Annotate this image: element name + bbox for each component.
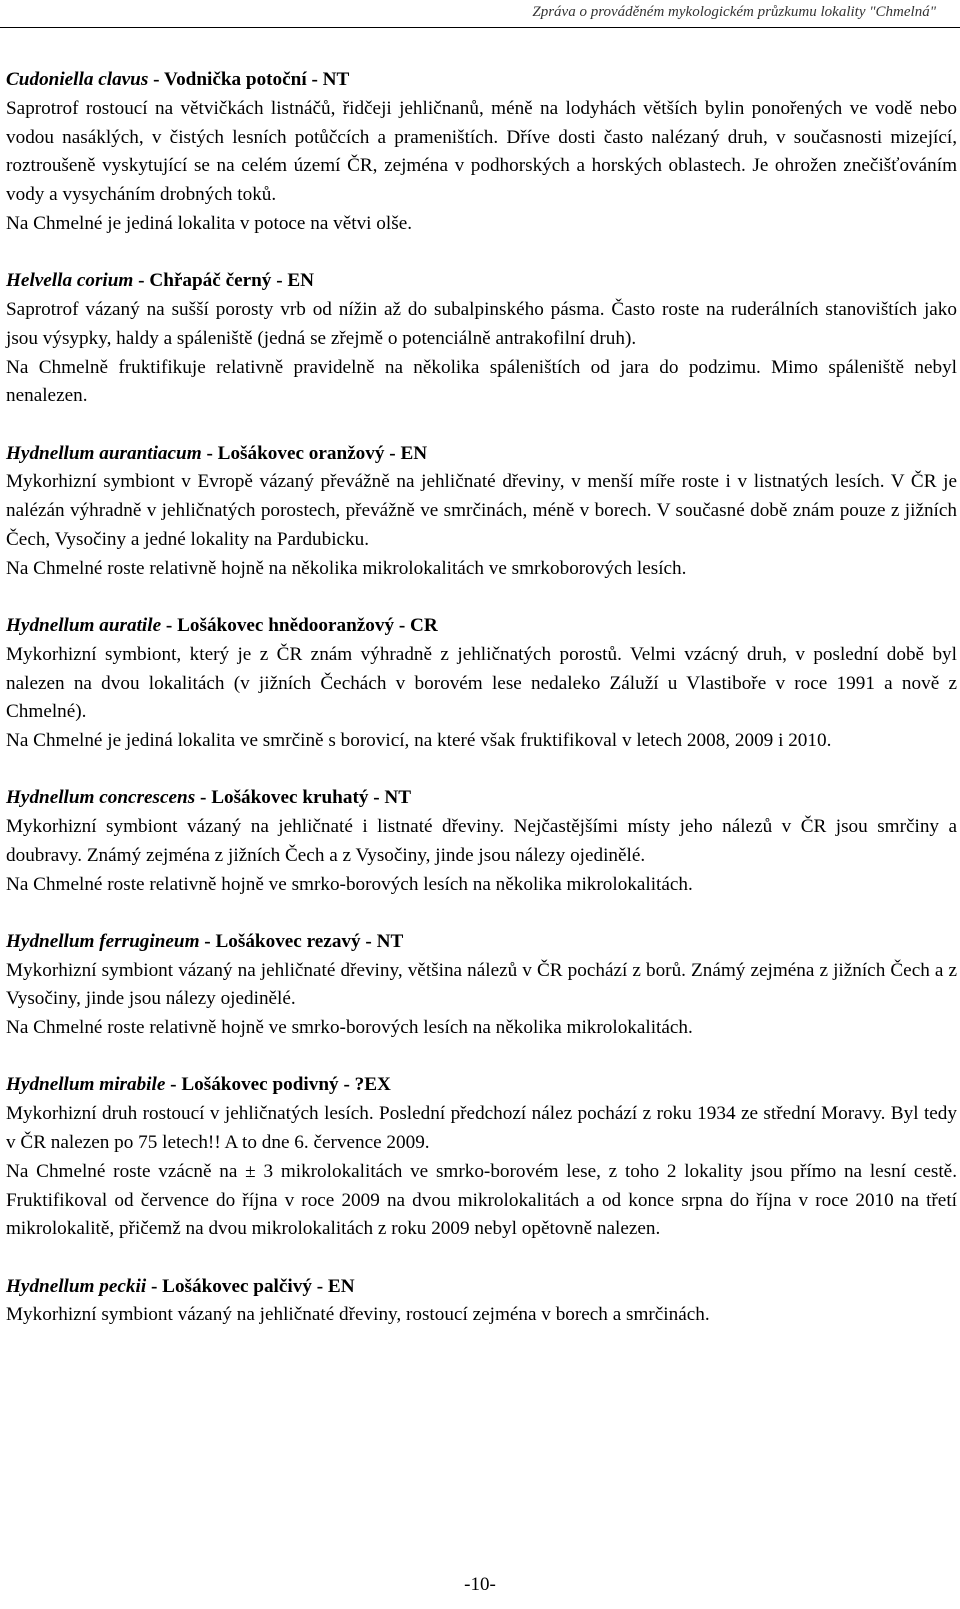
species-paragraph: Mykorhizní symbiont vázaný na jehličnaté dřeviny, většina nálezů v ČR pochází z borů. Známý zejména z jižních Čech a z Vysočiny, jinde jsou nálezy ojedinělé. xyxy=(6,959,957,1010)
running-header: Zpráva o prováděném mykologickém průzkumu lokality "Chmelná" xyxy=(532,4,936,20)
species-paragraph: Mykorhizní symbiont, který je z ČR znám výhradně z jehličnatých porostů. Velmi vzácný druh, v poslední době byl nalezen na dvou lokalitách (v jižních Čechách v borovém lese nedaleko Záluží u Vlastiboře v roce 1991 a nově z Chmelné). xyxy=(6,643,957,723)
species-title xyxy=(6,440,957,469)
latin-name: Hydnellum auratile xyxy=(6,614,162,636)
czech-name: Vodnička potoční xyxy=(163,69,307,90)
species-title xyxy=(6,928,957,957)
title-separator: - xyxy=(201,442,218,464)
document-body xyxy=(6,66,957,1330)
latin-name: Cudoniella clavus xyxy=(6,69,149,90)
czech-name: Lošákovec podivný xyxy=(181,1074,339,1096)
species-paragraph: Saprotrof vázaný na sušší porosty vrb od nížin až do subalpinského pásma. Často roste na ruderálních stanovištích jako jsou výsypky, haldy a spáleniště (jedná se zřejmě o potenciálně antrakofilní druh). xyxy=(6,298,957,349)
species-title xyxy=(6,612,957,641)
title-separator: - xyxy=(161,614,178,636)
species-paragraph: Mykorhizní symbiont vázaný na jehličnaté dřeviny, rostoucí zejména v borech a smrčinách. xyxy=(6,1304,710,1326)
species-entry xyxy=(6,267,957,411)
species-paragraph: Mykorhizní symbiont vázaný na jehličnaté i listnaté dřeviny. Nejčastějšími místy jeho nálezů v ČR jsou smrčiny a doubravy. Známý zejména z jižních Čech a z Vysočiny, jinde jsou nálezy ojedinělé. xyxy=(6,816,957,866)
species-paragraph: Na Chmelně fruktifikuje relativně pravidelně na několika spáleništích od jara do podzimu. Mimo spáleniště nebyl nenalezen. xyxy=(6,356,957,407)
species-entry xyxy=(6,66,957,239)
latin-name: Hydnellum peckii xyxy=(6,1275,147,1297)
species-paragraph: Mykorhizní druh rostoucí v jehličnatých lesích. Poslední předchozí nález pochází z roku 1934 ze střední Moravy. Byl tedy v ČR nalezen po 75 letech!! A to dne 6. července 2009. xyxy=(6,1103,957,1154)
czech-name: Lošákovec oranžový xyxy=(217,442,385,464)
species-entry xyxy=(6,1273,957,1331)
threat-status: - NT xyxy=(360,930,404,952)
species-entry xyxy=(6,1071,957,1244)
latin-name: Hydnellum mirabile xyxy=(6,1074,166,1096)
page-number: -10- xyxy=(464,1574,496,1595)
species-title xyxy=(6,1071,957,1100)
czech-name: Lošákovec rezavý xyxy=(215,930,361,952)
czech-name: Lošákovec kruhatý xyxy=(211,787,369,809)
czech-name: Lošákovec hnědooranžový xyxy=(177,614,395,636)
header-rule xyxy=(0,27,960,28)
title-separator: - xyxy=(146,1275,163,1297)
species-paragraph: Na Chmelné roste relativně hojně na několika mikrolokalitách ve smrkoborových lesích. xyxy=(6,557,687,579)
species-entry xyxy=(6,612,957,756)
latin-name: Hydnellum aurantiacum xyxy=(6,442,202,464)
threat-status: - NT xyxy=(306,69,350,90)
czech-name: Chřapáč černý xyxy=(149,270,272,292)
species-paragraph: Na Chmelné je jediná lokalita ve smrčině s borovicí, na které však fruktifikoval v letech 2008, 2009 i 2010. xyxy=(6,730,832,752)
threat-status: - EN xyxy=(311,1275,355,1297)
title-separator: - xyxy=(195,787,212,809)
title-separator: - xyxy=(148,69,164,90)
latin-name: Hydnellum concrescens xyxy=(6,787,196,809)
species-paragraph: Na Chmelné je jediná lokalita v potoce na větvi olše. xyxy=(6,212,413,234)
species-paragraph: Mykorhizní symbiont v Evropě vázaný převážně na jehličnaté dřeviny, v menší míře roste i v listnatých lesích. V ČR je nalézán výhradně v jehličnatých porostech, převážně ve smrčinách, méně v borech. V současné době znám pouze z jižních Čech, Vysočiny a jedné lokality na Pardubicku. xyxy=(6,471,957,550)
species-paragraph: Na Chmelné roste relativně hojně ve smrko-borových lesích na několika mikrolokalitách. xyxy=(6,1017,693,1039)
latin-name: Helvella corium xyxy=(6,270,134,292)
threat-status: - EN xyxy=(271,270,315,292)
latin-name: Hydnellum ferrugineum xyxy=(6,930,200,952)
threat-status: - NT xyxy=(368,787,412,809)
species-entry xyxy=(6,440,957,584)
threat-status: - EN xyxy=(384,442,428,464)
species-title xyxy=(6,66,957,95)
species-title xyxy=(6,267,957,296)
threat-status: - CR xyxy=(394,614,438,636)
species-paragraph: Na Chmelné roste relativně hojně ve smrko-borových lesích na několika mikrolokalitách. xyxy=(6,873,693,895)
threat-status: - ?EX xyxy=(338,1074,391,1096)
title-separator: - xyxy=(165,1074,182,1096)
species-title xyxy=(6,784,957,813)
title-separator: - xyxy=(199,930,216,952)
species-paragraph: Saprotrof rostoucí na větvičkách listnáčů, řidčeji jehličnanů, méně na lodyhách větších bylin ponořených ve vodě nebo vodou nasáklých, v čistých lesních potůčcích a prameništích. Dříve dosti často nalézaný druh, v současnosti mizející, roztroušeně vyskytující se na celém území ČR, zejména v podhorských a horských oblastech. Je ohrožen znečišťováním vody a vysycháním drobných toků. xyxy=(6,97,957,206)
species-entry xyxy=(6,928,957,1043)
species-paragraph: Na Chmelné roste vzácně na ± 3 mikrolokalitách ve smrko-borovém lese, z toho 2 lokality jsou přímo na lesní cestě. Fruktifikoval od července do října v roce 2009 na dvou mikrolokalitách a od konce srpna do října v roce 2010 na třetí mikrolokalitě, přičemž na dvou mikrolokalitách z roku 2009 nebyl opětovně nalezen. xyxy=(6,1160,957,1240)
species-title xyxy=(6,1273,957,1302)
title-separator: - xyxy=(133,270,150,292)
species-entry xyxy=(6,784,957,899)
czech-name: Lošákovec palčivý xyxy=(162,1275,312,1297)
